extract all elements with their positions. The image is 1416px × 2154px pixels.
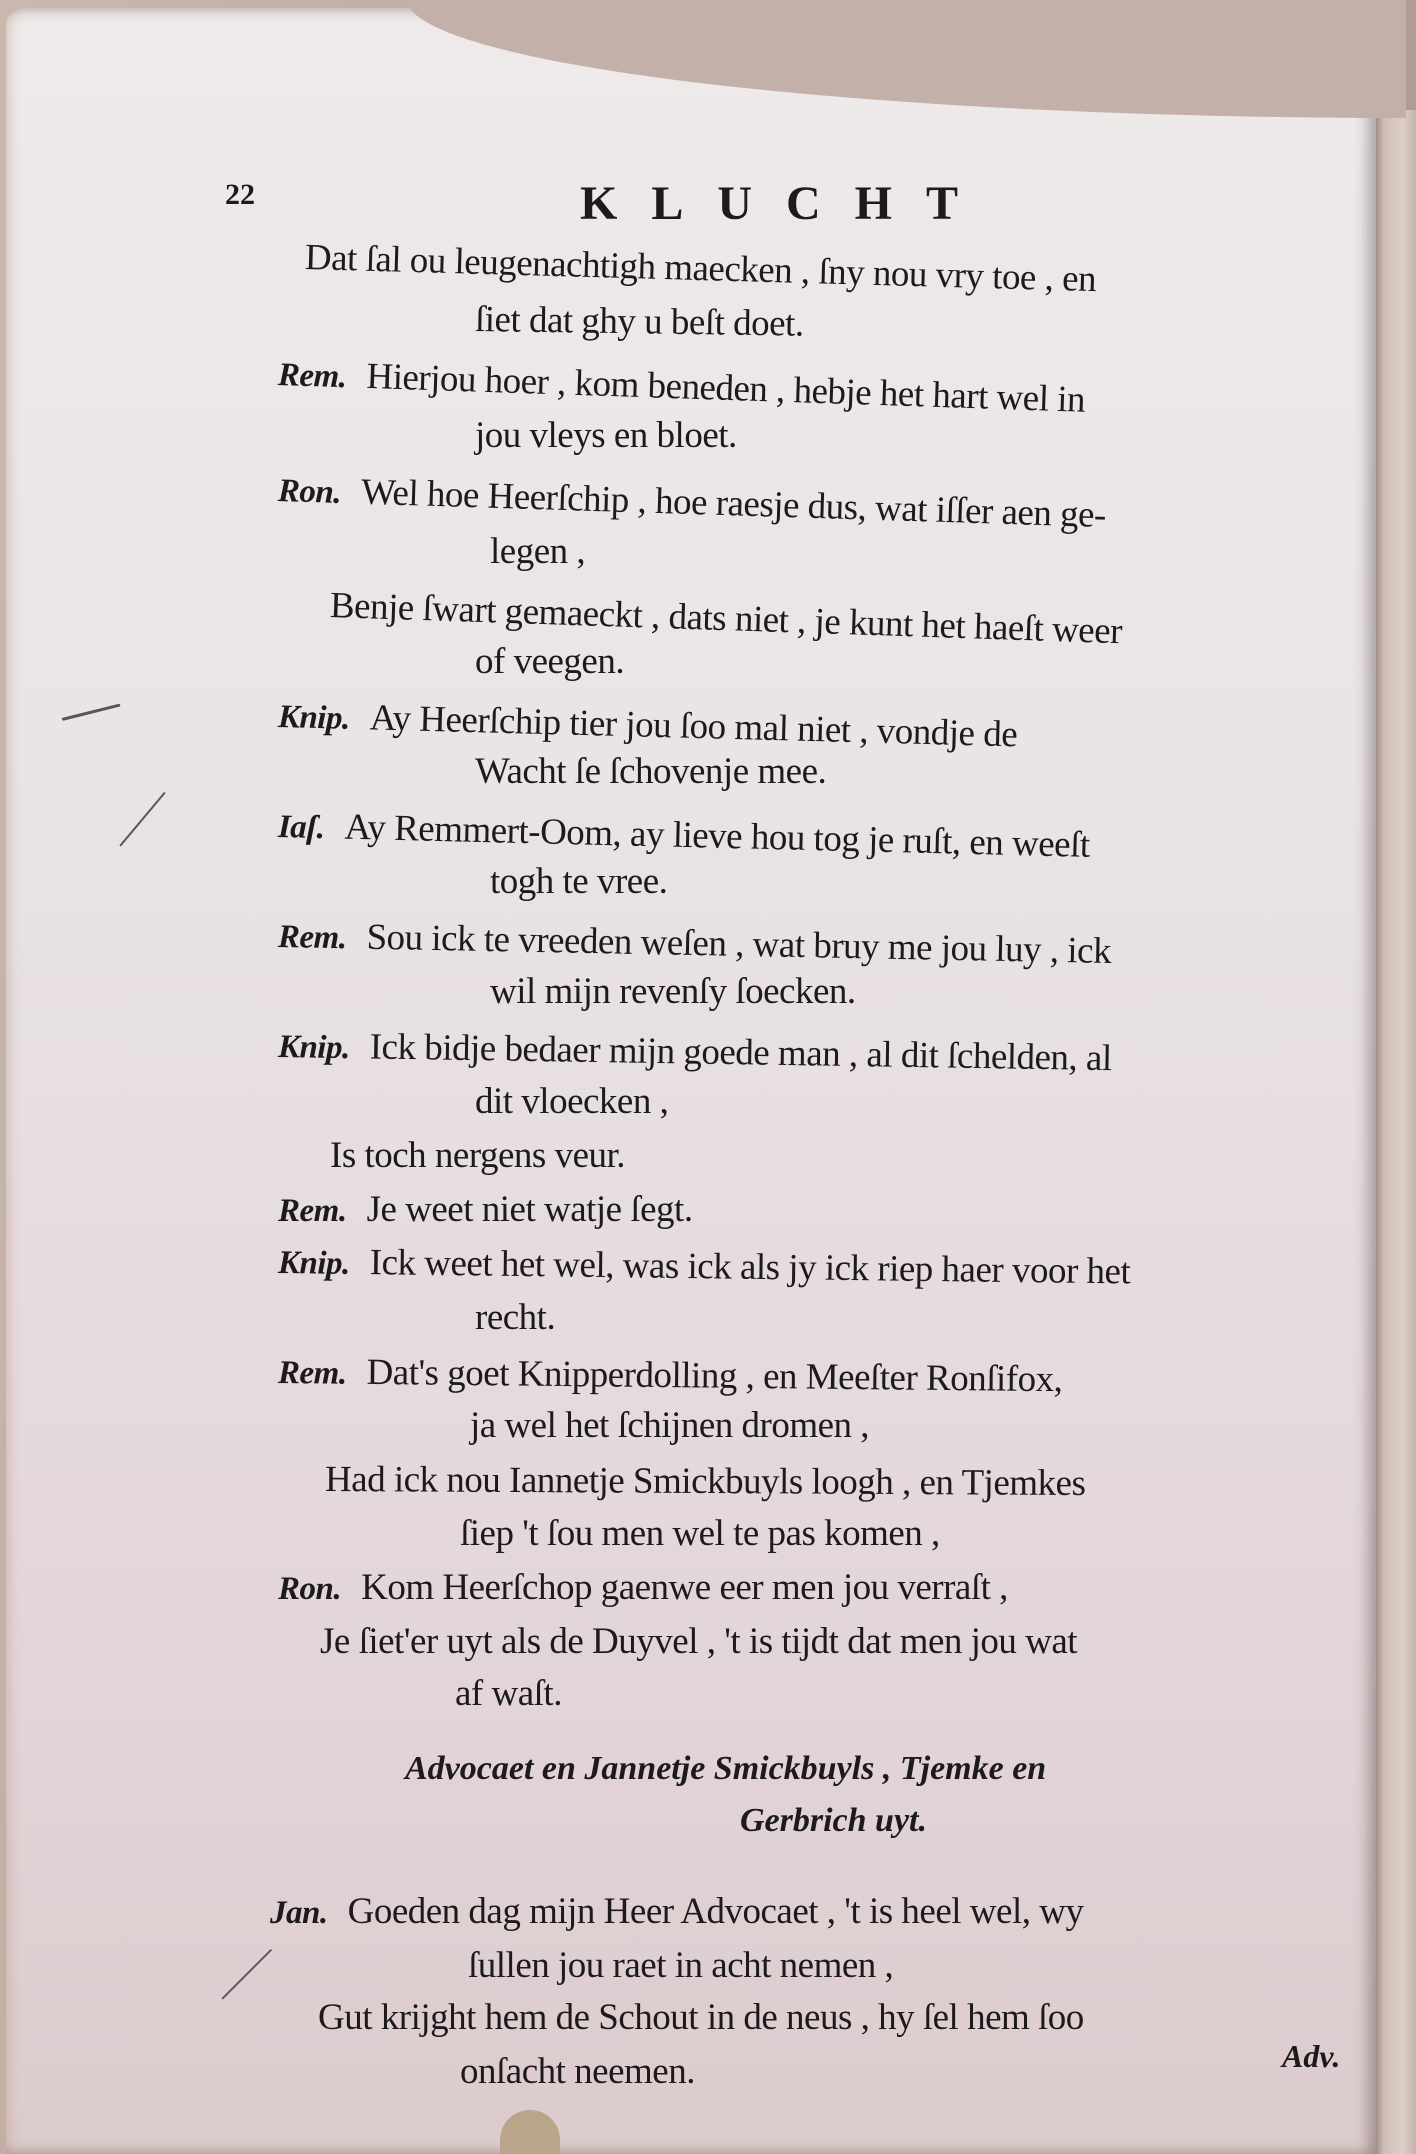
speaker-label: Iaſ. — [277, 809, 325, 847]
text-line: of veegen. — [475, 641, 625, 682]
text-line: Is toch nergens veur. — [330, 1135, 626, 1176]
text-line: ſullen jou raet in acht nemen , — [468, 1945, 894, 1986]
text-line: Knip. Ay Heerſchip tier jou ſoo mal niet , vondje de — [277, 697, 1018, 756]
text-line: Rem. Sou ick te vreeden weſen , wat bruy me jou luy , ick — [277, 916, 1112, 972]
text-line: jou vleys en bloet. — [475, 415, 737, 456]
speaker-label: Knip. — [277, 1245, 350, 1282]
speaker-label: Rem. — [277, 919, 347, 957]
text-line: legen , — [490, 531, 586, 572]
text-line: Knip. Ick weet het wel, was ick als jy ick riep haer voor het — [277, 1242, 1131, 1293]
text-line: af waſt. — [455, 1673, 562, 1714]
speaker-label: Ron. — [277, 473, 342, 511]
text-line: Had ick nou Iannetje Smickbuyls loogh , en Tjemkes — [324, 1459, 1086, 1504]
stage-direction: Advocaet en Jannetje Smickbuyls , Tjemke en — [405, 1750, 1047, 1787]
speaker-label: Rem. — [277, 357, 348, 396]
text-line: dit vloecken , — [475, 1081, 669, 1122]
speaker-label: Ron. — [278, 1571, 342, 1607]
speaker-label: Rem. — [278, 1193, 347, 1229]
text-line: Ron. Kom Heerſchop gaenwe eer men jou verraſt , — [278, 1567, 1008, 1608]
text-line: recht. — [475, 1297, 556, 1338]
text-line: Rem. Je weet niet watje ſegt. — [278, 1189, 693, 1230]
text-line: Iaſ. Ay Remmert-Oom, ay lieve hou tog je ruſt, en weeſt — [277, 806, 1091, 866]
speaker-label: Rem. — [277, 1355, 347, 1392]
speaker-label: Knip. — [277, 1029, 351, 1067]
text-line: onſacht neemen. — [460, 2051, 695, 2092]
text-line: ſiet dat ghy u beſt doet. — [474, 299, 804, 345]
text-line: wil mijn revenſy ſoecken. — [490, 971, 856, 1012]
speaker-label: Knip. — [277, 699, 351, 737]
stage-direction: Gerbrich uyt. — [740, 1802, 927, 1839]
text-line: ja wel het ſchijnen dromen , — [470, 1405, 870, 1446]
text-line: Dat ſal ou leugenachtigh maecken , ſny nou vry toe , en — [304, 237, 1097, 301]
text-line: Benje ſwart gemaeckt , dats niet , je kunt het haeſt weer — [329, 585, 1123, 653]
speaker-label: Jan. — [270, 1895, 328, 1931]
page-number: 22 — [225, 178, 255, 211]
text-line: Wacht ſe ſchovenje mee. — [475, 751, 827, 792]
text-line: Rem. Dat's goet Knipperdolling , en Meeſter Ronſifox, — [277, 1351, 1063, 1401]
text-line: togh te vree. — [490, 861, 668, 902]
text-line: Ron. Wel hoe Heerſchip , hoe raesje dus, wat iſſer aen ge- — [277, 471, 1107, 537]
text-line: ſiep 't ſou men wel te pas komen , — [460, 1513, 940, 1554]
text-line: Je ſiet'er uyt als de Duyvel , 't is tijdt dat men jou wat — [320, 1621, 1078, 1662]
text-line: Jan. Goeden dag mijn Heer Advocaet , 't is heel wel, wy — [270, 1891, 1084, 1932]
catchword: Adv. — [1282, 2038, 1341, 2074]
running-head: KLUCHT — [580, 177, 993, 230]
text-line: Knip. Ick bidje bedaer mijn goede man , al dit ſchelden, al — [277, 1026, 1113, 1080]
text-line: Gut krijght hem de Schout in de neus , hy ſel hem ſoo — [318, 1997, 1084, 2038]
text-line: Rem. Hierjou hoer , kom beneden , hebje het hart wel in — [277, 355, 1086, 421]
